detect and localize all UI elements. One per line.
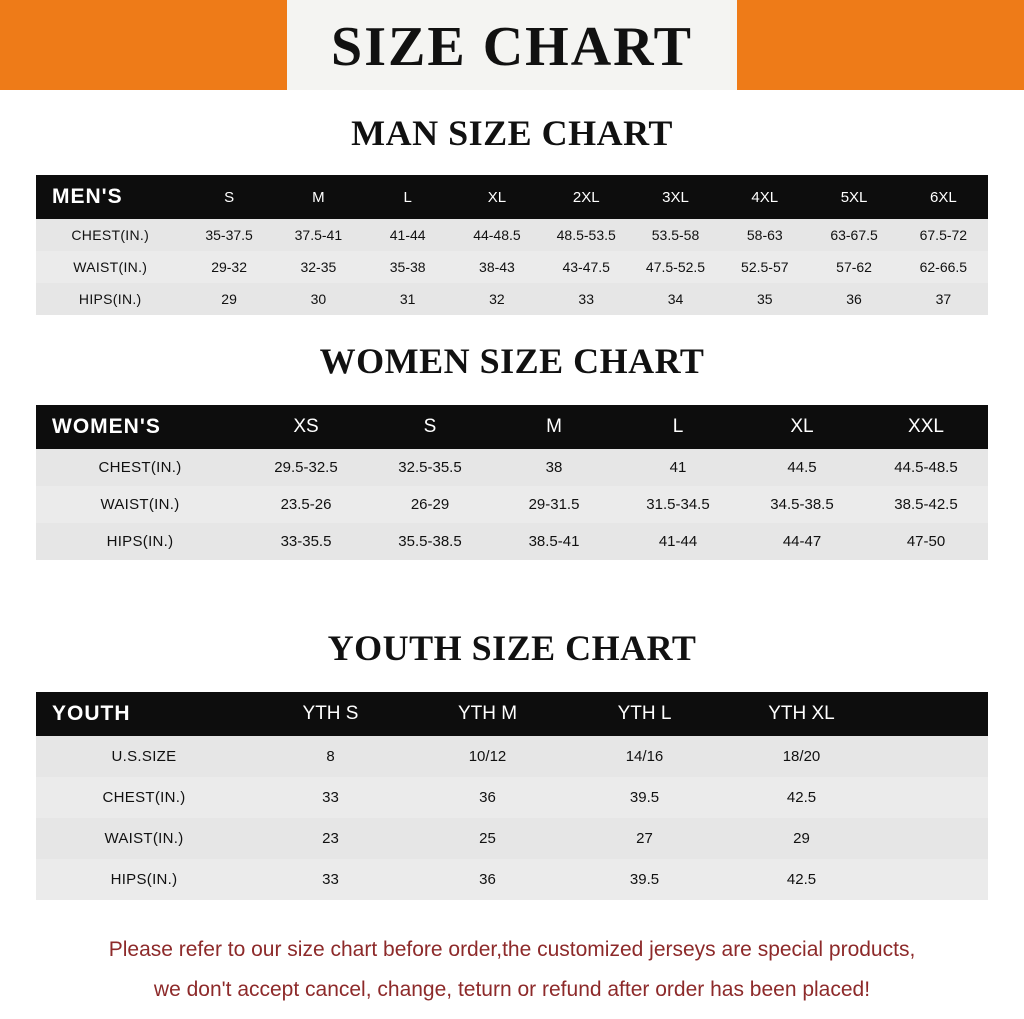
cell: 42.5 [723,777,880,818]
policy-note-line-1: Please refer to our size chart before order,the customized jerseys are special products, [108,938,916,961]
cell: 33 [252,859,409,900]
row-label: HIPS(IN.) [36,859,252,900]
cell: 37.5-41 [274,219,363,251]
men-col-header: XL [452,175,541,219]
men-col-header: 5XL [809,175,898,219]
row-label: CHEST(IN.) [36,449,244,486]
cell: 14/16 [566,736,723,777]
row-label: CHEST(IN.) [36,777,252,818]
cell: 47-50 [864,523,988,560]
youth-col-header: YTH XL [723,692,880,736]
cell: 43-47.5 [542,251,631,283]
women-section-title: WOMEN SIZE CHART [319,341,705,381]
cell: 32-35 [274,251,363,283]
women-col-header: M [492,405,616,449]
cell: 44.5 [740,449,864,486]
women-header-label: WOMEN'S [36,405,244,449]
table-header-row [36,175,988,219]
men-col-header: M [274,175,363,219]
table-header-row [36,405,988,449]
cell: 67.5-72 [899,219,988,251]
table-row [36,777,988,818]
banner-panel [287,0,737,90]
cell: 62-66.5 [899,251,988,283]
page-title: SIZE CHART [331,16,693,78]
youth-size-table [36,692,988,900]
row-label: U.S.SIZE [36,736,252,777]
cell: 29 [184,283,273,315]
cell: 38 [492,449,616,486]
table-row [36,283,988,315]
table-header-row [36,692,988,736]
cell: 30 [274,283,363,315]
cell-spacer [880,736,988,777]
cell: 48.5-53.5 [542,219,631,251]
row-label: HIPS(IN.) [36,523,244,560]
cell: 39.5 [566,777,723,818]
cell: 35-37.5 [184,219,273,251]
cell: 39.5 [566,859,723,900]
cell: 63-67.5 [809,219,898,251]
cell: 37 [899,283,988,315]
cell: 36 [809,283,898,315]
cell: 41-44 [363,219,452,251]
cell: 36 [409,777,566,818]
cell: 27 [566,818,723,859]
men-col-header: 4XL [720,175,809,219]
cell: 34 [631,283,720,315]
table-row [36,486,988,523]
women-col-header: L [616,405,740,449]
cell: 58-63 [720,219,809,251]
cell: 29-31.5 [492,486,616,523]
table-row [36,818,988,859]
cell-spacer [880,818,988,859]
cell: 33 [542,283,631,315]
cell: 44.5-48.5 [864,449,988,486]
table-row [36,251,988,283]
cell: 38.5-42.5 [864,486,988,523]
men-col-header: 6XL [899,175,988,219]
table-row [36,736,988,777]
table-row [36,523,988,560]
men-col-header: 3XL [631,175,720,219]
cell: 33 [252,777,409,818]
row-label: WAIST(IN.) [36,818,252,859]
cell: 23 [252,818,409,859]
cell: 32.5-35.5 [368,449,492,486]
cell: 38-43 [452,251,541,283]
cell: 57-62 [809,251,898,283]
youth-header-label: YOUTH [36,692,252,736]
banner-bar [0,0,1024,90]
cell: 53.5-58 [631,219,720,251]
youth-header-spacer [880,692,988,736]
row-label: WAIST(IN.) [36,251,184,283]
cell: 42.5 [723,859,880,900]
cell: 41 [616,449,740,486]
cell: 18/20 [723,736,880,777]
youth-section-title: YOUTH SIZE CHART [327,628,697,668]
youth-col-header: YTH L [566,692,723,736]
cell: 34.5-38.5 [740,486,864,523]
cell-spacer [880,777,988,818]
policy-note [0,930,1024,1010]
cell: 23.5-26 [244,486,368,523]
cell: 36 [409,859,566,900]
youth-col-header: YTH M [409,692,566,736]
men-header-label: MEN'S [36,175,184,219]
youth-col-header: YTH S [252,692,409,736]
table-row [36,859,988,900]
row-label: CHEST(IN.) [36,219,184,251]
row-label: WAIST(IN.) [36,486,244,523]
men-col-header: S [184,175,273,219]
cell: 31.5-34.5 [616,486,740,523]
cell: 35-38 [363,251,452,283]
cell: 47.5-52.5 [631,251,720,283]
cell: 29-32 [184,251,273,283]
cell: 41-44 [616,523,740,560]
row-label: HIPS(IN.) [36,283,184,315]
cell: 29.5-32.5 [244,449,368,486]
cell: 32 [452,283,541,315]
cell: 10/12 [409,736,566,777]
cell: 29 [723,818,880,859]
women-col-header: XXL [864,405,988,449]
table-row [36,449,988,486]
cell-spacer [880,859,988,900]
women-size-table [36,405,988,560]
cell: 44-48.5 [452,219,541,251]
cell: 52.5-57 [720,251,809,283]
cell: 35 [720,283,809,315]
cell: 44-47 [740,523,864,560]
policy-note-line-2: we don't accept cancel, change, teturn or refund after order has been placed! [153,978,871,1001]
cell: 38.5-41 [492,523,616,560]
women-col-header: XL [740,405,864,449]
cell: 26-29 [368,486,492,523]
men-size-table [36,175,988,315]
cell: 35.5-38.5 [368,523,492,560]
cell: 25 [409,818,566,859]
cell: 8 [252,736,409,777]
table-row [36,219,988,251]
women-col-header: XS [244,405,368,449]
men-col-header: 2XL [542,175,631,219]
man-section-title: MAN SIZE CHART [351,113,673,153]
cell: 31 [363,283,452,315]
women-col-header: S [368,405,492,449]
men-col-header: L [363,175,452,219]
cell: 33-35.5 [244,523,368,560]
